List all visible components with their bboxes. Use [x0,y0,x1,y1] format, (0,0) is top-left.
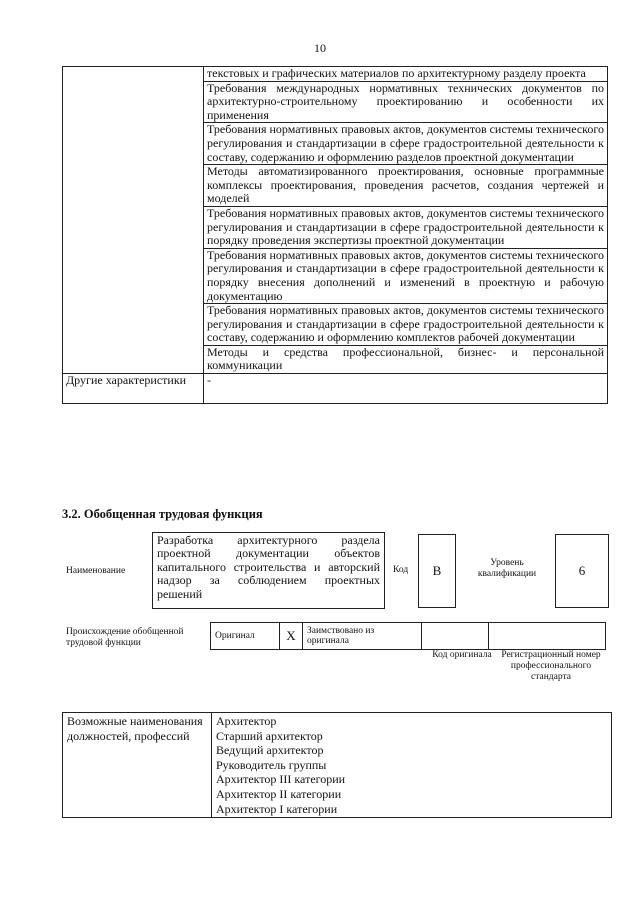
table-cell: Требования нормативных правовых актов, документов системы технического регулирования и стандартизации в сфере градостроительной деятельности к порядку проведения экспертизы проектной документации [204,206,608,248]
section-title: 3.2. Обобщенная трудовая функция [62,507,263,521]
origin-original-cell: Оригинал [211,623,280,650]
list-item: Старший архитектор [216,728,323,743]
table-cell: Методы автоматизированного проектирования, основные программные комплексы проектирования, проведения расчетов, создания чертежей и моделей [204,165,608,207]
name-label: Наименование [66,566,126,576]
list-item: Архитектор III категории [216,772,346,787]
origin-reg-caption: Регистрационный номер профессионального стандарта [501,650,601,682]
list-item: Архитектор II категории [216,786,342,801]
page-number: 10 [314,41,326,55]
table-cell: Требования нормативных правовых актов, документов системы технического регулирования и стандартизации в сфере градостроительной деятельности к порядку внесения дополнений и изменений в проектную и рабочую документацию [204,248,608,303]
code-box: В [418,534,456,608]
origin-mark: X [280,623,303,650]
name-box: Разработка архитектурного раздела проектной документации объектов капитального строительства и авторский надзор за соблюдением проектных решений [152,532,385,609]
list-item: Архитектор I категории [216,801,338,816]
positions-label: Возможные наименования должностей, профессий [63,713,212,818]
level-box: 6 [555,534,609,608]
other-characteristics-value: - [204,374,608,404]
list-item: Руководитель группы [216,757,327,772]
positions-table [62,712,612,818]
other-characteristics-label: Другие характеристики [63,374,204,404]
table-row [63,374,608,404]
table-cell: Требования нормативных правовых актов, документов системы технического регулирования и стандартизации в сфере градостроительной деятельности к составу, содержанию и оформлению комплектов рабочей документации [204,304,608,346]
origin-reg-cell [489,623,606,650]
table-row [211,623,606,650]
requirements-table [62,66,608,404]
level-label: Уровень квалификации [477,558,537,579]
list-item: Архитектор [216,714,277,728]
positions-list [212,713,612,818]
table-cell-left [63,67,204,374]
origin-code-cell [422,623,489,650]
table-cell: Требования международных нормативных технических документов по архитектурно-строительному проектированию и особенности их применения [204,81,608,123]
table-cell: Методы и средства профессиональной, бизнес- и персональной коммуникации [204,345,608,373]
origin-label: Происхождение обобщенной трудовой функции [66,627,184,648]
origin-table [210,622,606,650]
table-row [63,67,608,82]
origin-borrowed-cell: Заимствовано из оригинала [303,623,422,650]
table-cell: текстовых и графических материалов по архитектурному разделу проекта [204,67,608,82]
table-row [63,713,612,818]
list-item: Ведущий архитектор [216,743,324,758]
code-label: Код [393,565,409,575]
table-cell: Требования нормативных правовых актов, документов системы технического регулирования и стандартизации в сфере градостроительной деятельности к составу, содержанию и оформлению разделов проектной документации [204,123,608,165]
origin-code-caption: Код оригинала [432,650,492,660]
